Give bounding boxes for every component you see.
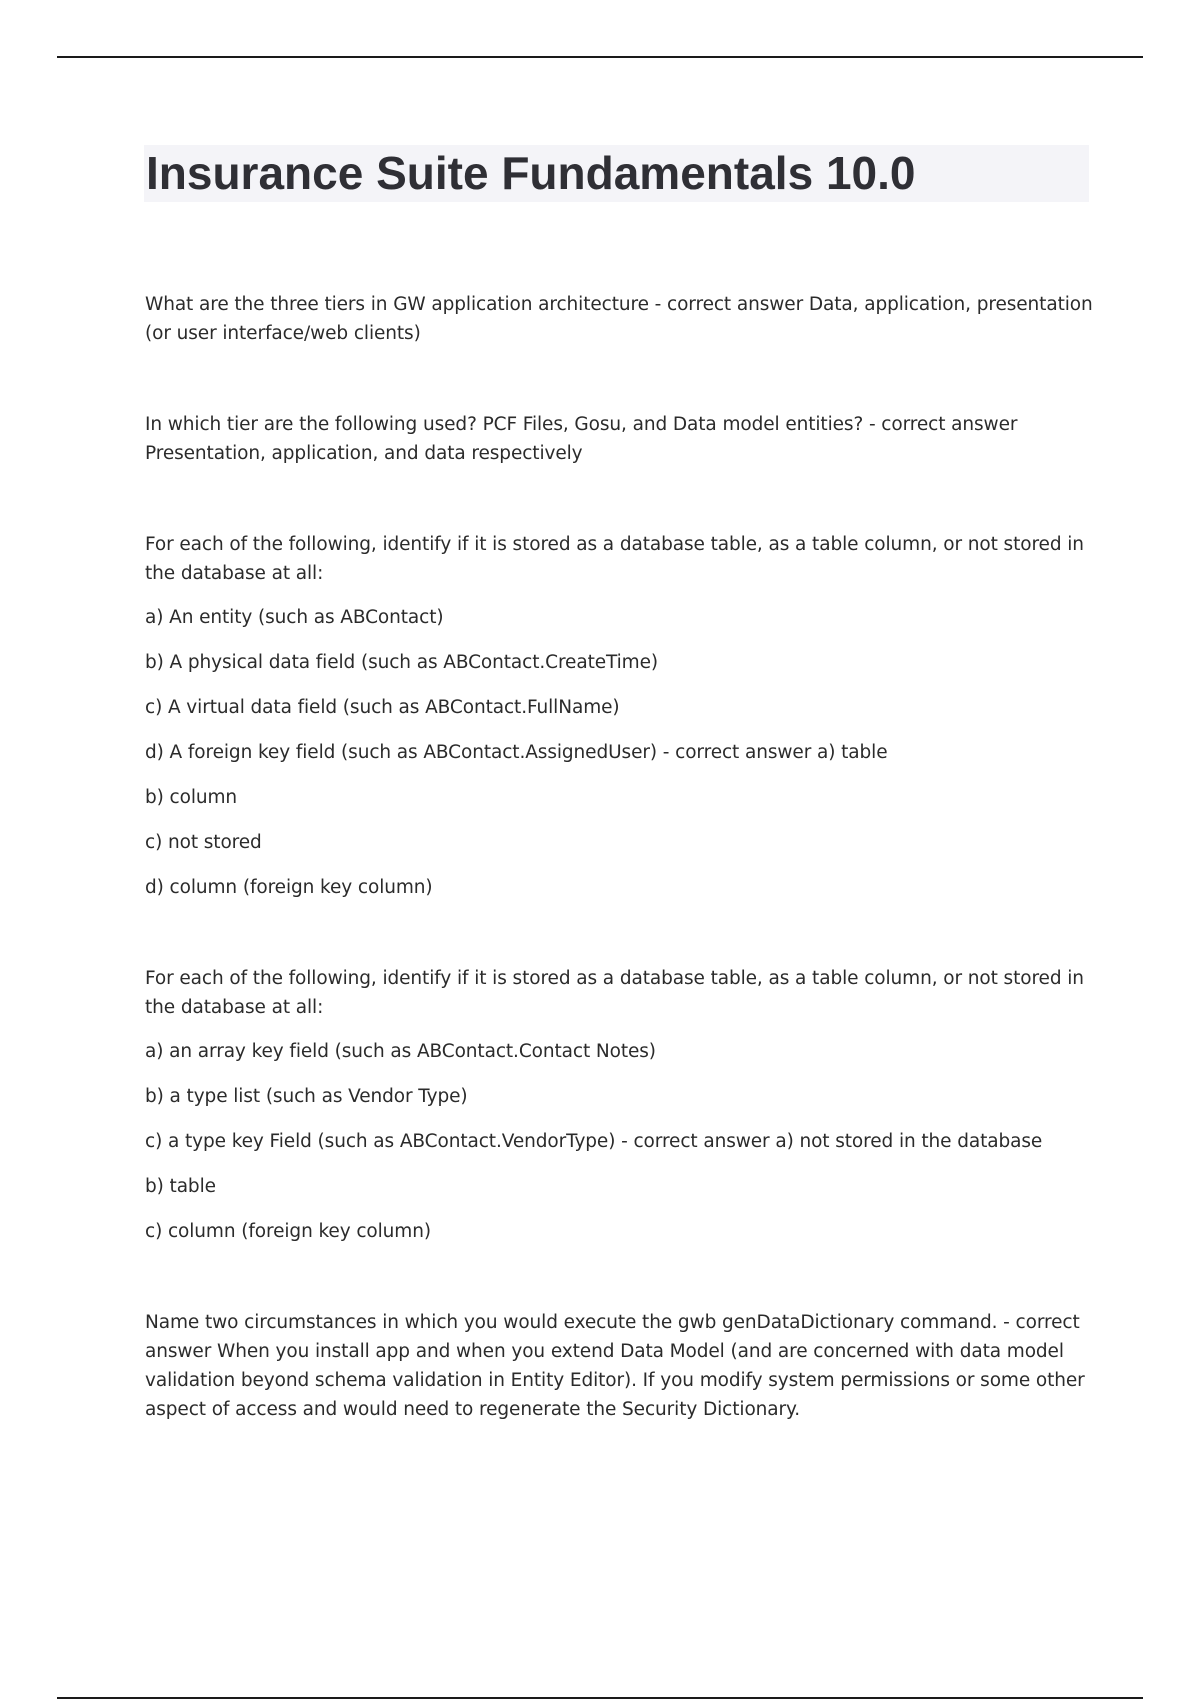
qa-text: In which tier are the following used? PCF Files, Gosu, and Data model entities? - correct answer Presentation, application, and data respectively <box>145 414 1018 464</box>
qa-line: b) table <box>145 1176 216 1197</box>
qa-item <box>145 530 1100 902</box>
qa-line: c) not stored <box>145 832 262 853</box>
qa-line: c) a type key Field (such as ABContact.VendorType) - correct answer a) not stored in the database <box>145 1131 1043 1152</box>
bottom-rule <box>57 1697 1143 1699</box>
qa-line: c) A virtual data field (such as ABContact.FullName) <box>145 697 620 718</box>
qa-item <box>145 410 1100 468</box>
document-body <box>145 290 1100 1486</box>
top-rule <box>57 56 1143 58</box>
qa-line: c) column (foreign key column) <box>145 1221 431 1242</box>
qa-text: Name two circumstances in which you would execute the gwb genDataDictionary command. - correct answer When you install app and when you extend Data Model (and are concerned with data model validation beyond schema validation in Entity Editor). If you modify system permissions or some other aspect of access and would need to regenerate the Security Dictionary. <box>145 1312 1085 1420</box>
qa-intro: For each of the following, identify if it is stored as a database table, as a table column, or not stored in the database at all: <box>145 534 1084 584</box>
document-title: Insurance Suite Fundamentals 10.0 <box>146 147 916 199</box>
qa-line: d) column (foreign key column) <box>145 877 433 898</box>
qa-line: a) An entity (such as ABContact) <box>145 607 444 628</box>
qa-line: b) column <box>145 787 238 808</box>
qa-item <box>145 1308 1100 1424</box>
qa-intro: For each of the following, identify if it is stored as a database table, as a table column, or not stored in the database at all: <box>145 968 1084 1018</box>
qa-line: d) A foreign key field (such as ABContact.AssignedUser) - correct answer a) table <box>145 742 888 763</box>
qa-text: What are the three tiers in GW application architecture - correct answer Data, application, presentation (or user interface/web clients) <box>145 294 1093 344</box>
qa-item <box>145 964 1100 1246</box>
qa-line: b) a type list (such as Vendor Type) <box>145 1086 468 1107</box>
qa-line: b) A physical data field (such as ABContact.CreateTime) <box>145 652 659 673</box>
qa-item <box>145 290 1100 348</box>
qa-line: a) an array key field (such as ABContact.Contact Notes) <box>145 1041 656 1062</box>
